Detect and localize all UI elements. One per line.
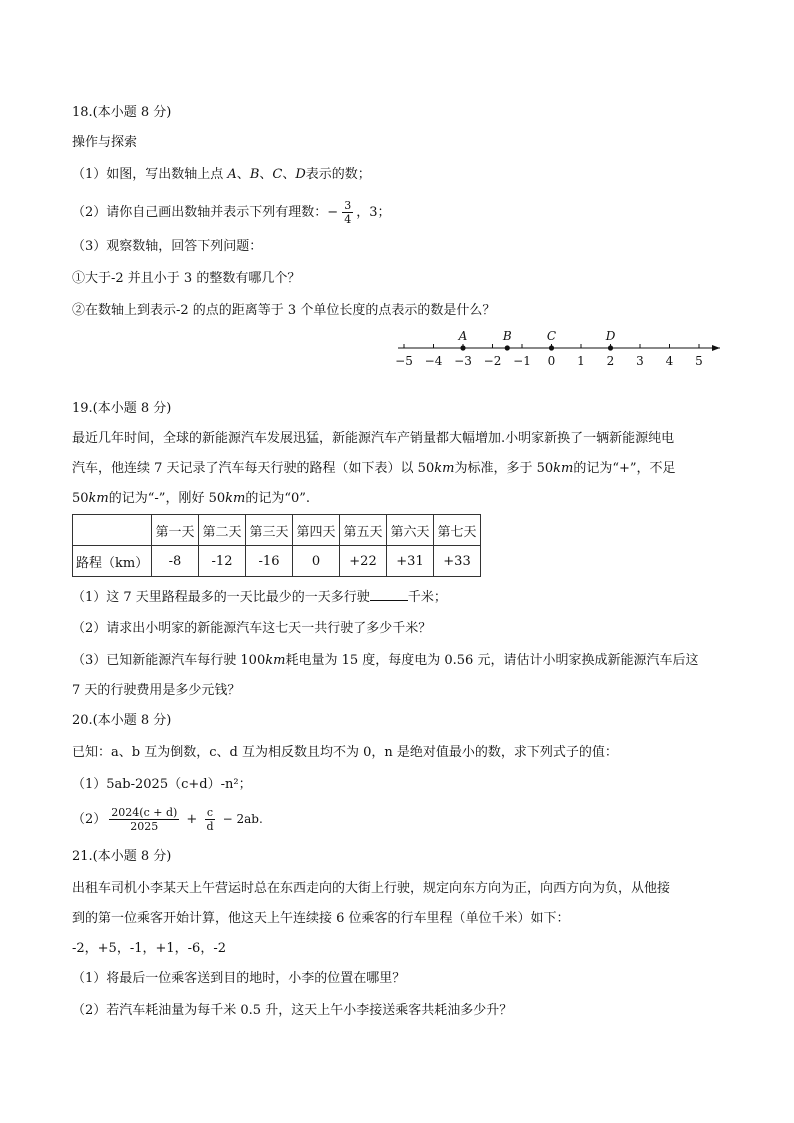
axis-point-label: A [458,329,468,343]
table-row-label: 路程（km） [73,546,152,577]
table-header-cell: 第二天 [199,515,246,546]
axis-tick-label: 0 [547,354,556,368]
mileage-table [72,514,481,577]
axis-tick-label: 2 [606,354,615,368]
q21-line1: 出租车司机小李某天上午营运时总在东西走向的大街上行驶，规定向东方向为正，向西方向为负，从他接 [72,881,671,896]
q18-part2: （2）请你自己画出数轴并表示下列有理数：− $\frac{3}{4}$ ，3； [72,199,391,226]
q18-title: 18.(本小题 8 分) [72,105,172,120]
q19-para-line1: 最近几年时间，全球的新能源汽车发展迅猛，新能源汽车产销量都大幅增加.小明家新换了一辆新能源纯电 [72,431,675,446]
q19-sub3-line2: 7 天的行驶费用是多少元钱？ [72,683,241,698]
axis-point-label: B [502,329,512,343]
table-row [73,546,481,577]
table-header-row [73,515,481,546]
q21-data: -2，+5，-1，+1，-6，-2 [72,941,226,956]
axis-tick-label: −5 [395,354,413,368]
q21-sub1: （1）将最后一位乘客送到目的地时，小李的位置在哪里？ [72,971,406,986]
table-cell: -8 [152,546,199,577]
table-header-cell [73,515,152,546]
axis-tick-label: 1 [577,354,585,368]
q21-sub2: （2）若汽车耗油量为每千米 0.5 升，这天上午小李接送乘客共耗油多少升？ [72,1003,513,1018]
axis-point [608,345,613,350]
q21-line2: 到的第一位乘客开始计算，他这天上午连续接 6 位乘客的行车里程（单位千米）如下： [72,911,570,926]
arrow-right-icon [712,345,720,351]
q19-sub2: （2）请求出小明家的新能源汽车这七天一共行驶了多少千米？ [72,621,432,636]
table-cell: +31 [387,546,434,577]
q18-part1: （1）如图，写出数轴上点 A、B、C、D表示的数； [72,167,371,182]
axis-point-label: C [546,329,557,343]
table-header-cell: 第四天 [293,515,340,546]
number-line [390,326,730,374]
axis-tick-label: −2 [483,354,502,368]
table-cell: 0 [293,546,340,577]
q20-given: 已知：a、b 互为倒数，c、d 互为相反数且均不为 0，n 是绝对值最小的数，求下列式子的值： [72,745,618,760]
q19-sub3-line1: （3）已知新能源汽车每行驶 100km耗电量为 15 度，每度电为 0.56 元，请估计小明家换成新能源汽车后这 [72,653,699,668]
axis-tick-label: −1 [513,354,531,368]
table-cell: +22 [340,546,387,577]
q20-expr1: （1）5ab-2025（c+d）-n²； [72,777,252,792]
q19-title: 19.(本小题 8 分) [72,401,172,416]
q18-part3a: ①大于-2 并且小于 3 的整数有哪几个？ [72,271,301,286]
axis-tick-label: −3 [454,354,472,368]
q20-title: 20.(本小题 8 分) [72,713,172,728]
q19-para-line3: 50km的记为“-”，刚好 50km的记为“0”. [72,491,311,506]
q21-title: 21.(本小题 8 分) [72,849,172,864]
table-header-cell: 第五天 [340,515,387,546]
q18-part3b: ②在数轴上到表示-2 的点的距离等于 3 个单位长度的点表示的数是什么？ [72,303,496,318]
table-header-cell: 第七天 [434,515,481,546]
axis-point [505,345,510,350]
table-cell: -12 [199,546,246,577]
axis-tick-label: 3 [636,354,644,368]
table-header-cell: 第六天 [387,515,434,546]
q19-sub1: （1）这 7 天里路程最多的一天比最少的一天多行驶 千米； [72,590,447,605]
table-cell: -16 [246,546,293,577]
q19-para-line2: 汽车，他连续 7 天记录了汽车每天行驶的路程（如下表）以 50km为标准，多于 50km的记为“+”，不足 [72,461,676,476]
q18-part3: （3）观察数轴，回答下列问题： [72,239,263,254]
q18-heading: 操作与探索 [72,135,138,150]
table-header-cell: 第一天 [152,515,199,546]
axis-point [460,345,465,350]
axis-tick-label: −4 [424,354,443,368]
fraction: $\frac{3}{4}$ [344,199,352,226]
answer-blank[interactable] [370,588,408,601]
q20-expr2: （2） $\frac{2024(c + d)}{2025}$ + $\frac{c}{d}$ − 2ab. [72,806,263,833]
fraction: $\frac{c}{d}$ [206,806,214,833]
axis-point-label: D [605,329,616,343]
fraction: $\frac{2024(c + d)}{2025}$ [111,806,178,833]
axis-tick-label: 5 [695,354,703,368]
axis-point [549,345,554,350]
table-cell: +33 [434,546,481,577]
axis-tick-label: 4 [665,354,674,368]
table-header-cell: 第三天 [246,515,293,546]
